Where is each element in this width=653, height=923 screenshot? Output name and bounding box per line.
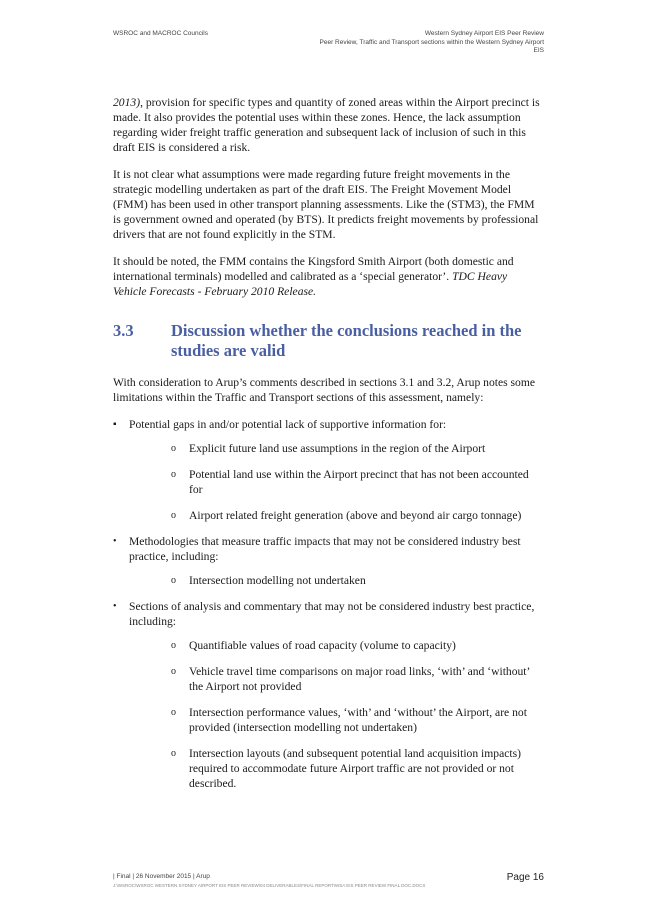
header-right-line: Western Sydney Airport EIS Peer Review bbox=[424, 30, 544, 37]
sub-bullet-item bbox=[129, 705, 543, 735]
header-right-line: Peer Review, Traffic and Transport sections within the Western Sydney Airport bbox=[319, 38, 544, 46]
sub-bullet-item bbox=[129, 467, 543, 497]
sub-bullet-list bbox=[129, 441, 543, 523]
body-paragraph: It is not clear what assumptions were made regarding future freight movements in the strategic modelling undertaken as part of the draft EIS. The Freight Movement Model (FMM) has been used in other transport planning assessments. Like the (STM3), the FMM is government owned and operated (by BTS). It predicts freight movements by professional drivers that are not found explicitly in the STM. bbox=[113, 168, 539, 241]
section-heading bbox=[113, 321, 543, 361]
section-title: Discussion whether the conclusions reached in the studies are valid bbox=[171, 321, 522, 360]
section-intro: With consideration to Arup’s comments described in sections 3.1 and 3.2, Arup notes some limitations within the Traffic and Transport sections of this assessment, namely: bbox=[113, 376, 535, 404]
sub-bullet-text: Vehicle travel time comparisons on major road links, ‘with’ and ‘without’ the Airport not provided bbox=[189, 665, 530, 693]
sub-bullet-symbol: o bbox=[171, 469, 176, 480]
page-header-left: WSROC and MACROC Councils bbox=[113, 30, 208, 37]
sub-bullet-symbol: o bbox=[171, 707, 176, 718]
sub-bullet-symbol: o bbox=[171, 640, 176, 651]
sub-bullet-text: Intersection layouts (and subsequent potential land acquisition impacts) required to accommodate future Airport traffic are not provided or not described. bbox=[189, 747, 521, 790]
bullet-item bbox=[113, 534, 543, 588]
sub-bullet-text: Potential land use within the Airport precinct that has not been accounted for bbox=[189, 468, 529, 496]
sub-bullet-item bbox=[129, 746, 543, 791]
footer-status: | Final | 26 November 2015 | Arup bbox=[113, 873, 210, 880]
page-body bbox=[113, 95, 543, 802]
sub-bullet-text: Quantifiable values of road capacity (volume to capacity) bbox=[189, 639, 456, 652]
body-paragraph-fmm bbox=[113, 254, 543, 299]
sub-bullet-item bbox=[129, 573, 543, 588]
sub-bullet-item bbox=[129, 441, 543, 456]
page-header-right bbox=[320, 30, 544, 56]
bullet-text: Methodologies that measure traffic impacts that may not be considered industry best practice, including: bbox=[129, 535, 521, 563]
bullet-symbol: • bbox=[113, 601, 117, 612]
footer-file-path: J:\WSROC\WSROC WESTERN SYDNEY AIRPORT EIS PEER REVIEW\04 DELIVERABLES\FINAL REPORT\WSA EIS PEER REVIEW FINAL DOC.DOCX bbox=[113, 883, 426, 888]
bullet-text: Potential gaps in and/or potential lack of supportive information for: bbox=[129, 418, 447, 431]
sub-bullet-text: Explicit future land use assumptions in the region of the Airport bbox=[189, 442, 486, 455]
fmm-text: It should be noted, the FMM contains the Kingsford Smith Airport (both domestic and international terminals) modelled and calibrated as a ‘special generator’. bbox=[113, 255, 514, 283]
reference-fragment: 2013) bbox=[113, 96, 141, 109]
sub-bullet-text: Intersection performance values, ‘with’ and ‘without’ the Airport, are not provided (intersection modelling not undertaken) bbox=[189, 706, 527, 734]
header-right-line: EIS bbox=[533, 47, 544, 54]
sub-bullet-list bbox=[129, 638, 543, 791]
sub-bullet-symbol: o bbox=[171, 443, 176, 454]
sub-bullet-list bbox=[129, 573, 543, 588]
sub-bullet-symbol: o bbox=[171, 510, 176, 521]
section-number: 3.3 bbox=[113, 321, 134, 340]
bullet-item bbox=[113, 417, 543, 523]
page-number: Page 16 bbox=[506, 872, 544, 883]
page-footer-left bbox=[113, 872, 425, 890]
sub-bullet-symbol: o bbox=[171, 666, 176, 677]
sub-bullet-item bbox=[129, 508, 543, 523]
bullet-symbol: ▪ bbox=[113, 419, 117, 430]
sub-bullet-symbol: o bbox=[171, 575, 176, 586]
sub-bullet-text: Airport related freight generation (above and beyond air cargo tonnage) bbox=[189, 509, 522, 522]
sub-bullet-item bbox=[129, 664, 543, 694]
sub-bullet-item bbox=[129, 638, 543, 653]
bullet-text: Sections of analysis and commentary that may not be considered industry best practice, including: bbox=[129, 600, 535, 628]
citation: TDC Heavy Vehicle Forecasts - February 2010 Release. bbox=[113, 270, 508, 298]
sub-bullet-text: Intersection modelling not undertaken bbox=[189, 574, 366, 587]
body-paragraph: 2013), provision for specific types and quantity of zoned areas within the Airport precinct is made. It also provides the potential uses within these zones. Hence, the lack assumption regarding wider freight traffic generation and subsequent lack of inclusion of such in this draft EIS is considered a risk. bbox=[113, 96, 540, 154]
bullet-item bbox=[113, 599, 543, 791]
sub-bullet-symbol: o bbox=[171, 748, 176, 759]
bullet-symbol: • bbox=[113, 536, 117, 547]
bullet-list bbox=[113, 417, 543, 791]
